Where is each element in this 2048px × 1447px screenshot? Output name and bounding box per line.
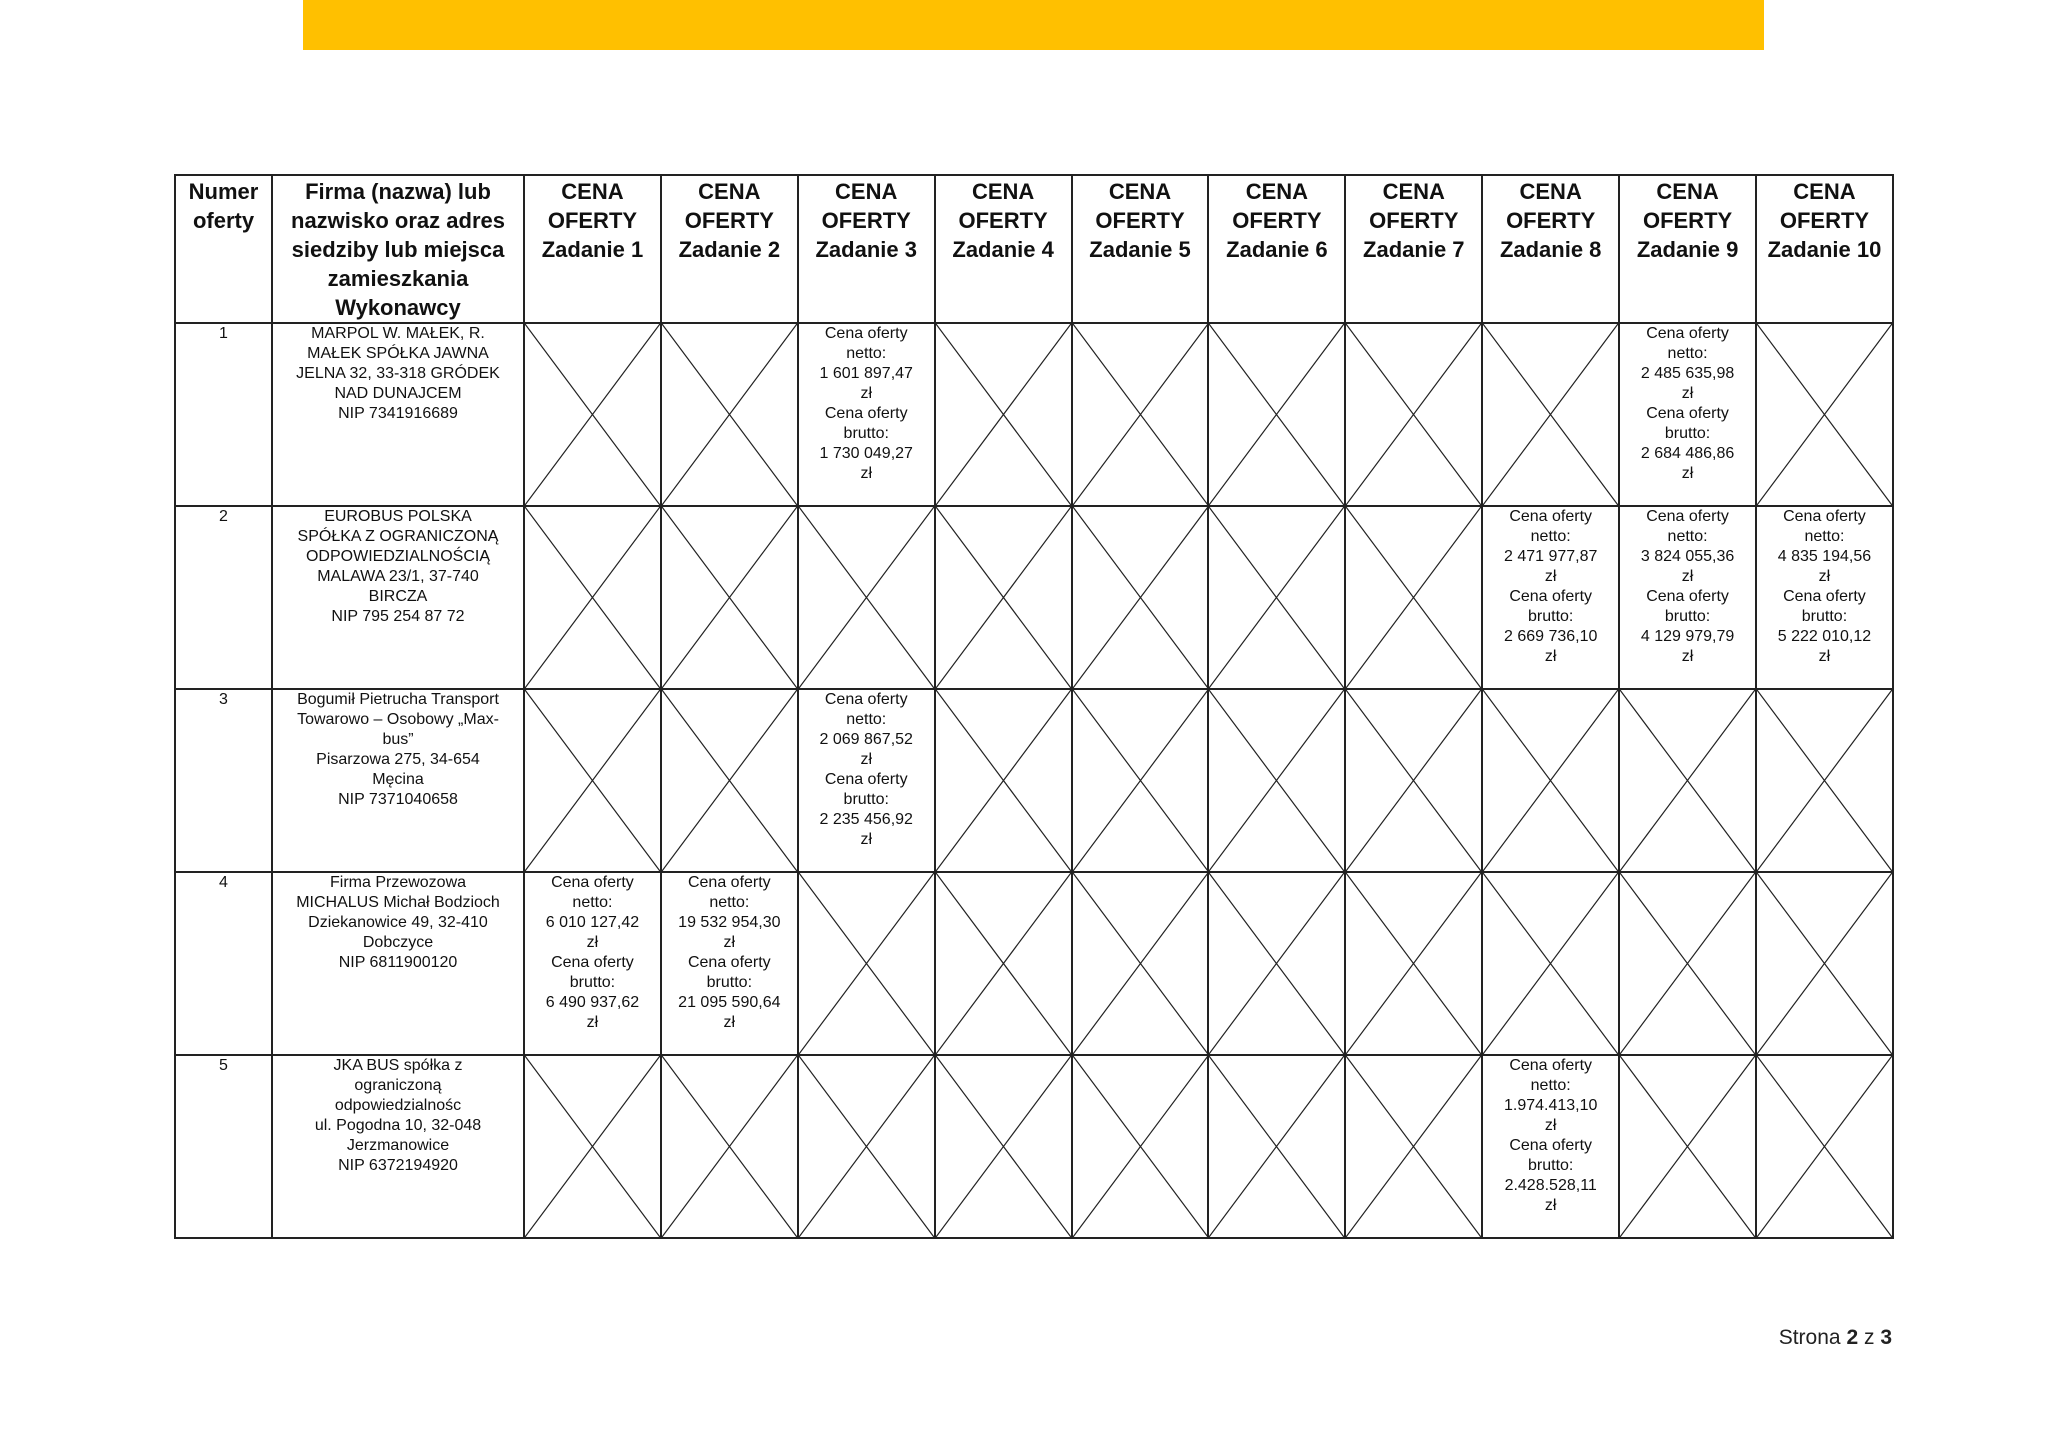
cross-mark-icon	[1073, 690, 1208, 871]
price-currency: zł	[586, 1014, 599, 1031]
crossed-out-cell	[1482, 872, 1619, 1055]
crossed-out-cell	[1619, 872, 1756, 1055]
price-cell	[1756, 506, 1893, 689]
crossed-out-cell	[1072, 689, 1209, 872]
header-task-7: CENA OFERTY Zadanie 7	[1345, 175, 1482, 323]
cross-mark-icon	[525, 690, 660, 871]
price-currency: zł	[1681, 465, 1694, 482]
header-task-4: CENA OFERTY Zadanie 4	[935, 175, 1072, 323]
crossed-out-cell	[935, 323, 1072, 506]
price-gross-value: 4 129 979,79	[1640, 628, 1735, 645]
offers-table	[174, 174, 1894, 1239]
price-currency: zł	[860, 751, 872, 768]
cross-mark-icon	[1620, 873, 1755, 1054]
cross-mark-icon	[1757, 690, 1892, 871]
cross-mark-icon	[1757, 873, 1892, 1054]
crossed-out-cell	[798, 506, 935, 689]
cross-mark-icon	[799, 873, 934, 1054]
crossed-out-cell	[1345, 506, 1482, 689]
price-cell	[798, 689, 935, 872]
crossed-out-cell	[524, 689, 661, 872]
header-offer-number: Numer oferty	[175, 175, 272, 323]
price-net-value: 6 010 127,42	[545, 914, 640, 931]
price-net-value: 19 532 954,30	[678, 914, 781, 931]
crossed-out-cell	[935, 1055, 1072, 1238]
cross-mark-icon	[662, 324, 797, 505]
crossed-out-cell	[935, 506, 1072, 689]
crossed-out-cell	[1072, 506, 1209, 689]
price-gross-value: 6 490 937,62	[545, 994, 640, 1011]
price-gross-value: 2 684 486,86	[1640, 445, 1735, 462]
cross-mark-icon	[936, 873, 1071, 1054]
price-currency: zł	[1681, 648, 1694, 665]
price-net-label: Cena oferty netto:	[551, 874, 634, 911]
cross-mark-icon	[1209, 690, 1344, 871]
offer-number-cell: 5	[175, 1055, 272, 1238]
crossed-out-cell	[798, 872, 935, 1055]
crossed-out-cell	[1345, 872, 1482, 1055]
crossed-out-cell	[524, 323, 661, 506]
price-net-label: Cena oferty netto:	[1509, 1057, 1593, 1094]
cross-mark-icon	[1209, 507, 1344, 688]
crossed-out-cell	[1208, 323, 1345, 506]
cross-mark-icon	[1073, 1056, 1208, 1237]
price-gross-label: Cena oferty brutto:	[551, 954, 634, 991]
cross-mark-icon	[662, 690, 797, 871]
price-gross-value: 1 730 049,27	[819, 445, 913, 462]
crossed-out-cell	[524, 1055, 661, 1238]
price-net-label: Cena oferty netto:	[824, 325, 908, 362]
price-cell	[1619, 506, 1756, 689]
price-gross-label: Cena oferty brutto:	[824, 771, 908, 808]
cross-mark-icon	[1620, 690, 1755, 871]
price-currency: zł	[1681, 385, 1694, 402]
cross-mark-icon	[1483, 324, 1618, 505]
price-net-value: 1 601 897,47	[819, 365, 913, 382]
price-net-label: Cena oferty netto:	[1646, 325, 1729, 362]
cross-mark-icon	[1757, 324, 1892, 505]
crossed-out-cell	[661, 323, 798, 506]
contractor-cell: Firma Przewozowa MICHALUS Michał Bodzioch Dziekanowice 49, 32-410 Dobczyce NIP 6811900120	[272, 872, 524, 1055]
price-net-value: 4 835 194,56	[1777, 548, 1872, 565]
crossed-out-cell	[1345, 323, 1482, 506]
cross-mark-icon	[936, 324, 1071, 505]
price-currency: zł	[1681, 568, 1694, 585]
price-currency: zł	[723, 934, 736, 951]
crossed-out-cell	[1756, 1055, 1893, 1238]
crossed-out-cell	[1482, 689, 1619, 872]
offer-number-cell: 4	[175, 872, 272, 1055]
price-currency: zł	[1544, 1117, 1557, 1134]
cross-mark-icon	[662, 1056, 797, 1237]
crossed-out-cell	[661, 1055, 798, 1238]
price-net-value: 2 069 867,52	[819, 731, 913, 748]
page-footer	[1779, 1326, 1892, 1350]
cross-mark-icon	[662, 507, 797, 688]
table-row	[175, 689, 1893, 872]
cross-mark-icon	[1483, 873, 1618, 1054]
price-currency: zł	[1544, 568, 1557, 585]
cross-mark-icon	[936, 507, 1071, 688]
price-net-value: 1.974.413,10	[1503, 1097, 1598, 1114]
price-cell	[524, 872, 661, 1055]
cross-mark-icon	[1209, 873, 1344, 1054]
header-row	[175, 175, 1893, 323]
cross-mark-icon	[936, 1056, 1071, 1237]
crossed-out-cell	[1208, 1055, 1345, 1238]
cross-mark-icon	[1073, 507, 1208, 688]
cross-mark-icon	[799, 1056, 934, 1237]
price-currency: zł	[860, 385, 872, 402]
header-task-2: CENA OFERTY Zadanie 2	[661, 175, 798, 323]
crossed-out-cell	[1072, 1055, 1209, 1238]
offer-number-cell: 2	[175, 506, 272, 689]
crossed-out-cell	[798, 1055, 935, 1238]
price-gross-label: Cena oferty brutto:	[824, 405, 908, 442]
table-row	[175, 1055, 1893, 1238]
crossed-out-cell	[524, 506, 661, 689]
crossed-out-cell	[1756, 872, 1893, 1055]
crossed-out-cell	[1208, 872, 1345, 1055]
cross-mark-icon	[525, 324, 660, 505]
crossed-out-cell	[1208, 506, 1345, 689]
price-gross-value: 2.428.528,11	[1504, 1177, 1597, 1194]
price-cell	[1619, 323, 1756, 506]
price-gross-label: Cena oferty brutto:	[687, 954, 771, 991]
price-net-label: Cena oferty netto:	[1646, 508, 1729, 545]
price-cell	[1482, 1055, 1619, 1238]
cross-mark-icon	[525, 507, 660, 688]
contractor-cell: EUROBUS POLSKA SPÓŁKA Z OGRANICZONĄ ODPOWIEDZIALNOŚCIĄ MALAWA 23/1, 37-740 BIRCZA NIP 795 254 87 72	[272, 506, 524, 689]
offer-number-cell: 3	[175, 689, 272, 872]
price-currency: zł	[1544, 648, 1557, 665]
crossed-out-cell	[1208, 689, 1345, 872]
cross-mark-icon	[1346, 690, 1481, 871]
crossed-out-cell	[1482, 323, 1619, 506]
price-net-value: 2 485 635,98	[1640, 365, 1735, 382]
cross-mark-icon	[1346, 1056, 1481, 1237]
price-currency: zł	[586, 934, 599, 951]
price-gross-value: 2 235 456,92	[819, 811, 913, 828]
cross-mark-icon	[1483, 690, 1618, 871]
price-currency: zł	[860, 831, 872, 848]
table-row	[175, 323, 1893, 506]
cross-mark-icon	[1209, 324, 1344, 505]
price-gross-label: Cena oferty brutto:	[1783, 588, 1866, 625]
contractor-cell: Bogumił Pietrucha Transport Towarowo – Osobowy „Max- bus” Pisarzowa 275, 34-654 Męcina NIP 7371040658	[272, 689, 524, 872]
cross-mark-icon	[1209, 1056, 1344, 1237]
header-task-5: CENA OFERTY Zadanie 5	[1072, 175, 1209, 323]
cross-mark-icon	[1073, 873, 1208, 1054]
crossed-out-cell	[661, 506, 798, 689]
cross-mark-icon	[1346, 873, 1481, 1054]
cross-mark-icon	[1073, 324, 1208, 505]
table-row	[175, 506, 1893, 689]
price-net-label: Cena oferty netto:	[824, 691, 908, 728]
cross-mark-icon	[525, 1056, 660, 1237]
crossed-out-cell	[1345, 689, 1482, 872]
footer-page-total: 3	[1880, 1326, 1892, 1349]
header-task-6: CENA OFERTY Zadanie 6	[1208, 175, 1345, 323]
price-gross-label: Cena oferty brutto:	[1646, 588, 1729, 625]
crossed-out-cell	[1619, 689, 1756, 872]
footer-separator: z	[1863, 1326, 1875, 1349]
price-gross-label: Cena oferty brutto:	[1509, 588, 1593, 625]
crossed-out-cell	[661, 689, 798, 872]
price-gross-label: Cena oferty brutto:	[1509, 1137, 1593, 1174]
price-net-label: Cena oferty netto:	[1509, 508, 1593, 545]
crossed-out-cell	[1072, 323, 1209, 506]
contractor-cell: MARPOL W. MAŁEK, R. MAŁEK SPÓŁKA JAWNA JELNA 32, 33-318 GRÓDEK NAD DUNAJCEM NIP 7341916689	[272, 323, 524, 506]
crossed-out-cell	[1072, 872, 1209, 1055]
crossed-out-cell	[1756, 689, 1893, 872]
crossed-out-cell	[1619, 1055, 1756, 1238]
price-gross-label: Cena oferty brutto:	[1646, 405, 1729, 442]
contractor-cell: JKA BUS spółka z ograniczoną odpowiedzialnośc ul. Pogodna 10, 32-048 Jerzmanowice NIP 6372194920	[272, 1055, 524, 1238]
crossed-out-cell	[1756, 323, 1893, 506]
price-currency: zł	[1818, 648, 1831, 665]
cross-mark-icon	[799, 507, 934, 688]
price-currency: zł	[723, 1014, 736, 1031]
price-gross-value: 5 222 010,12	[1777, 628, 1872, 645]
offers-body	[175, 323, 1893, 1238]
header-task-1: CENA OFERTY Zadanie 1	[524, 175, 661, 323]
table-row	[175, 872, 1893, 1055]
offer-number-cell: 1	[175, 323, 272, 506]
price-net-label: Cena oferty netto:	[1783, 508, 1866, 545]
cross-mark-icon	[1620, 1056, 1755, 1237]
header-color-bar	[303, 0, 1764, 50]
price-cell	[798, 323, 935, 506]
cross-mark-icon	[1757, 1056, 1892, 1237]
cross-mark-icon	[1346, 507, 1481, 688]
header-task-8: CENA OFERTY Zadanie 8	[1482, 175, 1619, 323]
price-currency: zł	[1544, 1197, 1557, 1214]
cross-mark-icon	[936, 690, 1071, 871]
price-cell	[661, 872, 798, 1055]
price-currency: zł	[860, 465, 872, 482]
price-net-label: Cena oferty netto:	[687, 874, 771, 911]
header-task-3: CENA OFERTY Zadanie 3	[798, 175, 935, 323]
price-currency: zł	[1818, 568, 1831, 585]
cross-mark-icon	[1346, 324, 1481, 505]
price-gross-value: 2 669 736,10	[1503, 628, 1598, 645]
crossed-out-cell	[935, 872, 1072, 1055]
header-task-9: CENA OFERTY Zadanie 9	[1619, 175, 1756, 323]
price-net-value: 2 471 977,87	[1503, 548, 1598, 565]
footer-page-number: 2	[1846, 1326, 1859, 1349]
crossed-out-cell	[1345, 1055, 1482, 1238]
price-cell	[1482, 506, 1619, 689]
crossed-out-cell	[935, 689, 1072, 872]
header-task-10: CENA OFERTY Zadanie 10	[1756, 175, 1893, 323]
price-net-value: 3 824 055,36	[1640, 548, 1735, 565]
footer-prefix: Strona	[1778, 1326, 1841, 1349]
price-gross-value: 21 095 590,64	[678, 994, 781, 1011]
header-contractor: Firma (nazwa) lub nazwisko oraz adres siedziby lub miejsca zamieszkania Wykonawcy	[272, 175, 524, 323]
